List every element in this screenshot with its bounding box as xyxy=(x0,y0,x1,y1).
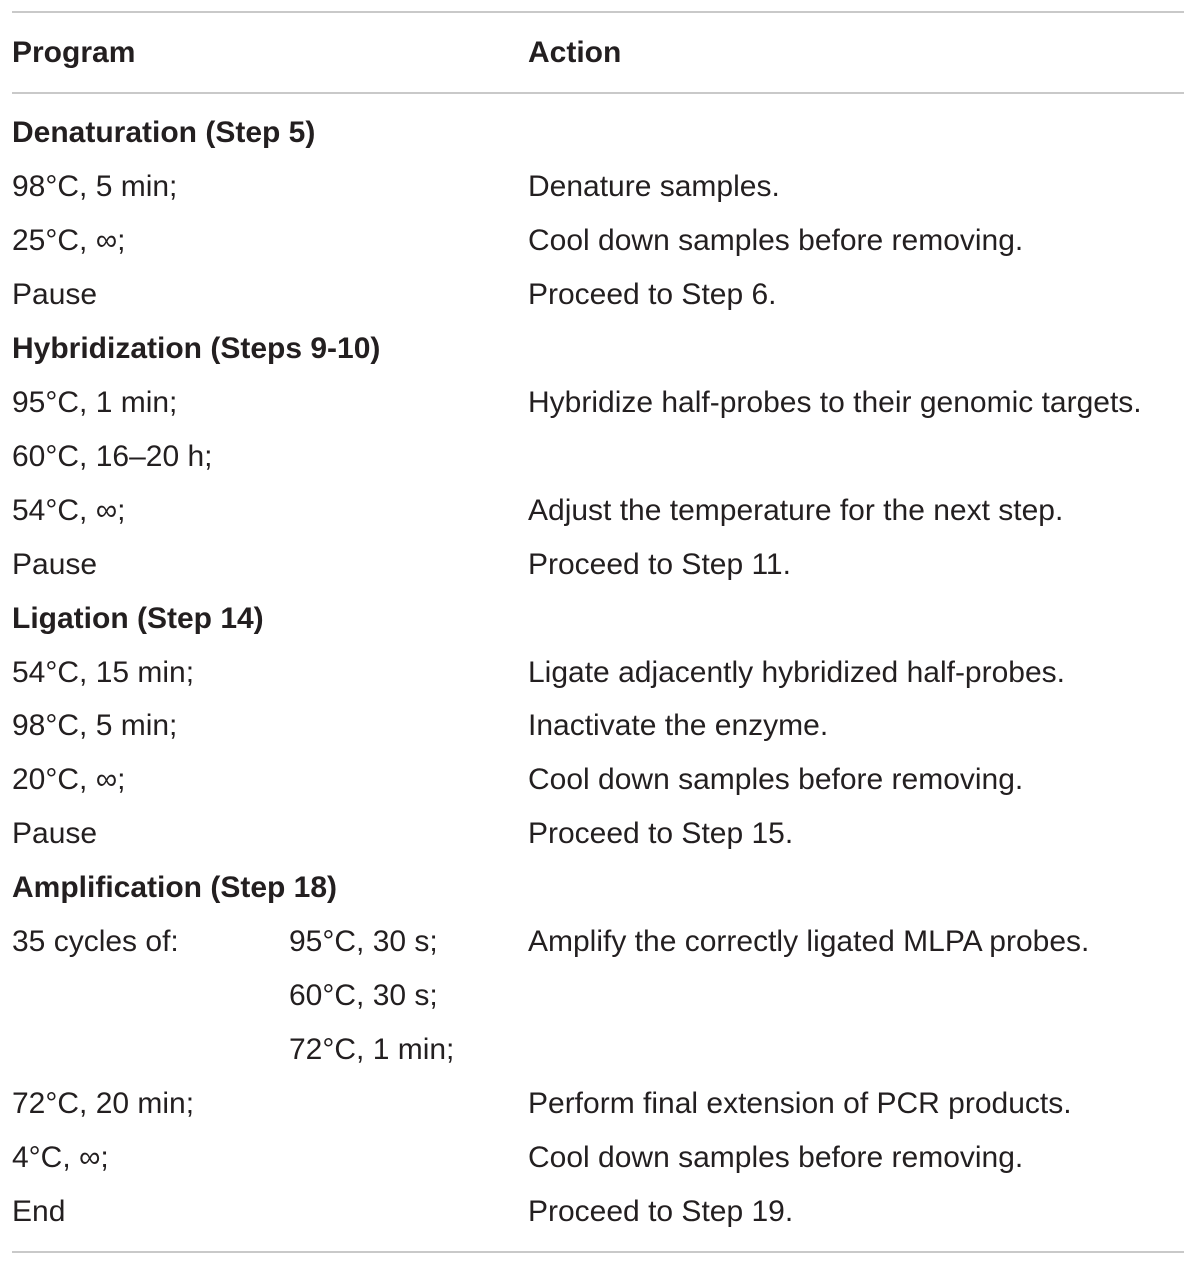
program-cell: 98°C, 5 min; xyxy=(12,170,178,203)
program-cell: 35 cycles of: xyxy=(12,925,179,958)
program-cell: 54°C, 15 min; xyxy=(12,656,195,689)
header-program: Program xyxy=(12,36,136,69)
section-title: Amplification (Step 18) xyxy=(12,871,338,904)
program-cell: End xyxy=(12,1195,66,1228)
action-cell: Perform final extension of PCR products. xyxy=(528,1087,1072,1120)
action-cell: Denature samples. xyxy=(528,170,780,203)
action-cell: Proceed to Step 15. xyxy=(528,817,794,850)
program-cell: 95°C, 1 min; xyxy=(12,386,178,419)
cycle-step-cell: 72°C, 1 min; xyxy=(289,1033,455,1066)
section-title: Denaturation (Step 5) xyxy=(12,116,316,149)
action-cell: Cool down samples before removing. xyxy=(528,763,1024,796)
program-cell: 25°C, ∞; xyxy=(12,224,126,257)
section-title: Hybridization (Steps 9-10) xyxy=(12,332,381,365)
table-bottom-rule xyxy=(12,1251,1184,1253)
program-cell: Pause xyxy=(12,548,98,581)
action-cell: Cool down samples before removing. xyxy=(528,224,1024,257)
action-cell: Cool down samples before removing. xyxy=(528,1141,1024,1174)
header-action: Action xyxy=(528,36,622,69)
cycle-step-cell: 95°C, 30 s; xyxy=(289,925,438,958)
program-cell: 72°C, 20 min; xyxy=(12,1087,195,1120)
program-cell: Pause xyxy=(12,817,98,850)
program-cell: 4°C, ∞; xyxy=(12,1141,109,1174)
program-cell: 98°C, 5 min; xyxy=(12,709,178,742)
action-cell: Proceed to Step 19. xyxy=(528,1195,794,1228)
program-cell: Pause xyxy=(12,278,98,311)
action-cell: Proceed to Step 11. xyxy=(528,548,791,581)
header-rule xyxy=(12,92,1184,94)
action-cell: Adjust the temperature for the next step. xyxy=(528,494,1064,527)
program-cell: 60°C, 16–20 h; xyxy=(12,440,213,473)
table-top-rule xyxy=(12,11,1184,13)
action-cell: Hybridize half-probes to their genomic targets. xyxy=(528,386,1142,419)
action-cell: Proceed to Step 6. xyxy=(528,278,777,311)
action-cell: Ligate adjacently hybridized half-probes. xyxy=(528,656,1065,689)
action-cell: Amplify the correctly ligated MLPA probes. xyxy=(528,925,1090,958)
program-cell: 20°C, ∞; xyxy=(12,763,126,796)
program-cell: 54°C, ∞; xyxy=(12,494,126,527)
cycle-step-cell: 60°C, 30 s; xyxy=(289,979,438,1012)
section-title: Ligation (Step 14) xyxy=(12,602,264,635)
action-cell: Inactivate the enzyme. xyxy=(528,709,829,742)
